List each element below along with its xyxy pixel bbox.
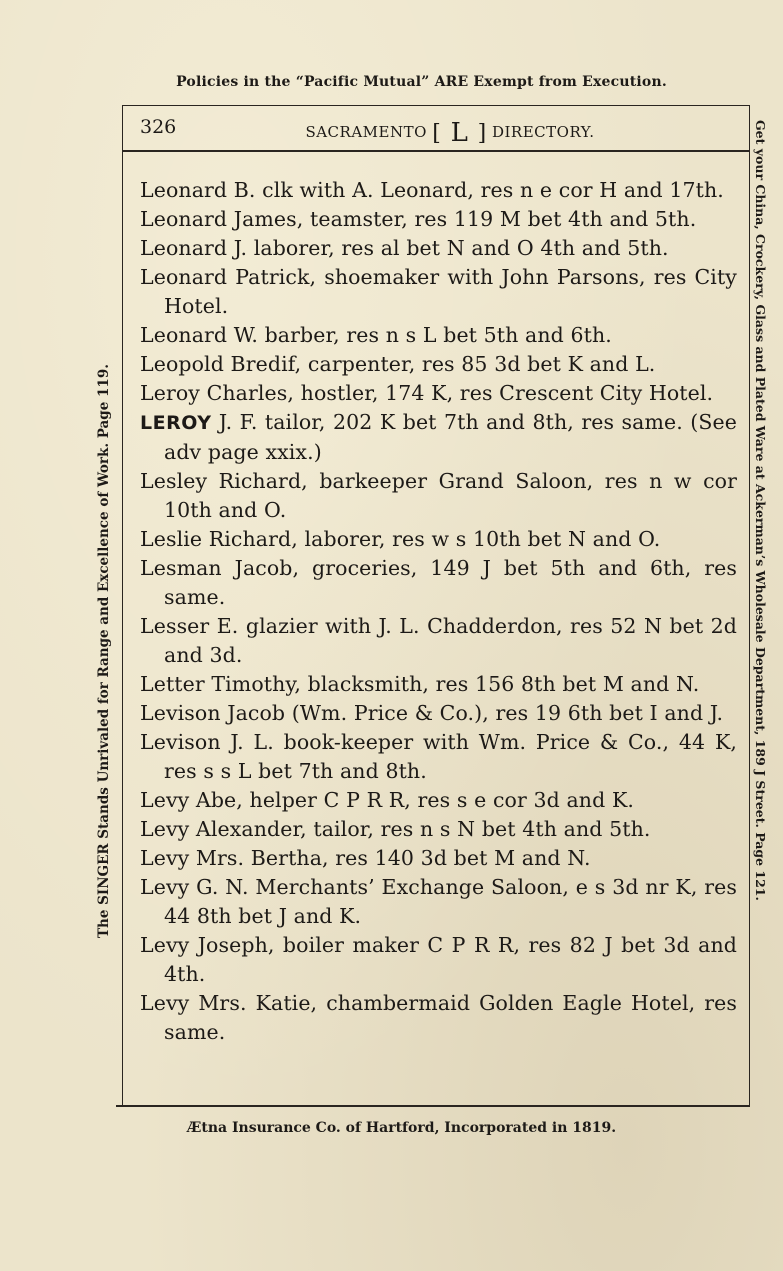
entry-details: hostler, 174 K, res Crescent City Hotel.: [294, 381, 714, 405]
entry-name: Leonard James,: [140, 207, 304, 231]
directory-entry: [140, 379, 737, 408]
entry-details: barber, res n s L bet 5th and 6th.: [257, 323, 612, 347]
frame-top-rule: [122, 105, 750, 106]
directory-entry-advertiser: [140, 408, 737, 467]
directory-entry: [140, 728, 737, 786]
entry-details: chambermaid Golden Eagle Hotel, res same.: [164, 991, 737, 1044]
frame-header-rule: [122, 150, 750, 152]
entry-details: barkeeper Grand Saloon, res n w cor 10th and O.: [164, 469, 737, 522]
frame-right-rule: [749, 105, 750, 1105]
directory-entry: [140, 989, 737, 1047]
header-bracket-close: ]: [477, 121, 487, 146]
entry-name: Leonard J.: [140, 236, 248, 260]
entry-details: clk with A. Leonard, res n e cor H and 17th.: [255, 178, 724, 202]
entry-details: boiler maker C P R R, res 82 J bet 3d and 4th.: [164, 933, 737, 986]
entry-details: book-keeper with Wm. Price & Co., 44 K, res s s L bet 7th and 8th.: [164, 730, 737, 783]
header-letter: L: [450, 118, 469, 148]
entry-name: LEROY: [140, 412, 212, 434]
entry-details: laborer, res al bet N and O 4th and 5th.: [247, 236, 669, 260]
directory-entry: [140, 263, 737, 321]
entry-details: laborer, res w s 10th bet N and O.: [297, 527, 661, 551]
entry-details: (Wm. Price & Co.), res 19 6th bet I and J.: [285, 701, 724, 725]
directory-entry: [140, 554, 737, 612]
directory-entry: [140, 234, 737, 263]
directory-entry: [140, 873, 737, 931]
entry-name: Lesman Jacob,: [140, 556, 300, 580]
entry-details: Merchants’ Exchange Saloon, e s 3d nr K, res 44 8th bet J and K.: [164, 875, 737, 928]
directory-entry: [140, 525, 737, 554]
directory-entry: [140, 931, 737, 989]
entry-name: Lesser E.: [140, 614, 239, 638]
directory-entry: [140, 205, 737, 234]
directory-entry: [140, 844, 737, 873]
entry-name: Levy Abe,: [140, 788, 243, 812]
entry-name: Leonard B.: [140, 178, 256, 202]
entry-details: shoemaker with John Parsons, res City Hotel.: [164, 265, 737, 318]
entry-name: Leonard W.: [140, 323, 258, 347]
directory-entry: [140, 699, 737, 728]
page-number: 326: [140, 116, 177, 138]
entry-name: Levy Mrs. Bertha,: [140, 846, 329, 870]
entry-details: tailor, res n s N bet 4th and 5th.: [306, 817, 651, 841]
entry-name: Leroy Charles,: [140, 381, 295, 405]
left-advert: The SINGER Stands Unrivaled for Range and Excellence of Work. Page 119.: [96, 364, 112, 938]
header-bracket-open: [: [432, 121, 442, 146]
directory-entry: [140, 815, 737, 844]
header-section: DIRECTORY.: [491, 123, 595, 141]
entry-details: groceries, 149 J bet 5th and 6th, res same.: [164, 556, 737, 609]
entry-name: Levy Joseph,: [140, 933, 275, 957]
directory-entries: [140, 176, 737, 1047]
directory-entry: [140, 786, 737, 815]
entry-name: Letter Timothy,: [140, 672, 301, 696]
entry-details: blacksmith, res 156 8th bet M and N.: [301, 672, 700, 696]
entry-name: Leonard Patrick,: [140, 265, 317, 289]
frame-bottom-rule: [116, 1105, 750, 1107]
entry-name: Levy Mrs. Katie,: [140, 991, 318, 1015]
entry-details: teamster, res 119 M bet 4th and 5th.: [303, 207, 697, 231]
header-city: SACRAMENTO: [305, 123, 427, 141]
entry-name: Levy Alexander,: [140, 817, 307, 841]
page-header: [120, 112, 750, 148]
right-advert: Get your China, Crockery, Glass and Plated Ware at Ackerman’s Wholesale Department, 189 J Street. Page 121.: [753, 120, 768, 901]
entry-name: Levison Jacob: [140, 701, 286, 725]
directory-entry: [140, 670, 737, 699]
entry-details: glazier with J. L. Chadderdon, res 52 N bet 2d and 3d.: [164, 614, 737, 667]
top-advert: Policies in the “Pacific Mutual” ARE Exempt from Execution.: [176, 74, 667, 90]
directory-entry: [140, 176, 737, 205]
directory-entry: [140, 467, 737, 525]
frame-left-rule: [122, 105, 123, 1105]
entry-details: carpenter, res 85 3d bet K and L.: [301, 352, 656, 376]
entry-name: Leslie Richard,: [140, 527, 298, 551]
header-title: [120, 118, 750, 148]
entry-details: helper C P R R, res s e cor 3d and K.: [242, 788, 634, 812]
entry-name: Levison J. L.: [140, 730, 274, 754]
entry-details: res 140 3d bet M and N.: [328, 846, 591, 870]
directory-entry: [140, 321, 737, 350]
entry-details: J. F. tailor, 202 K bet 7th and 8th, res same. (See adv page xxix.): [164, 410, 737, 464]
directory-entry: [140, 350, 737, 379]
entry-name: Levy G. N.: [140, 875, 249, 899]
entry-name: Lesley Richard,: [140, 469, 308, 493]
entry-name: Leopold Bredif,: [140, 352, 302, 376]
directory-entry: [140, 612, 737, 670]
bottom-advert: Ætna Insurance Co. of Hartford, Incorporated in 1819.: [186, 1120, 617, 1136]
